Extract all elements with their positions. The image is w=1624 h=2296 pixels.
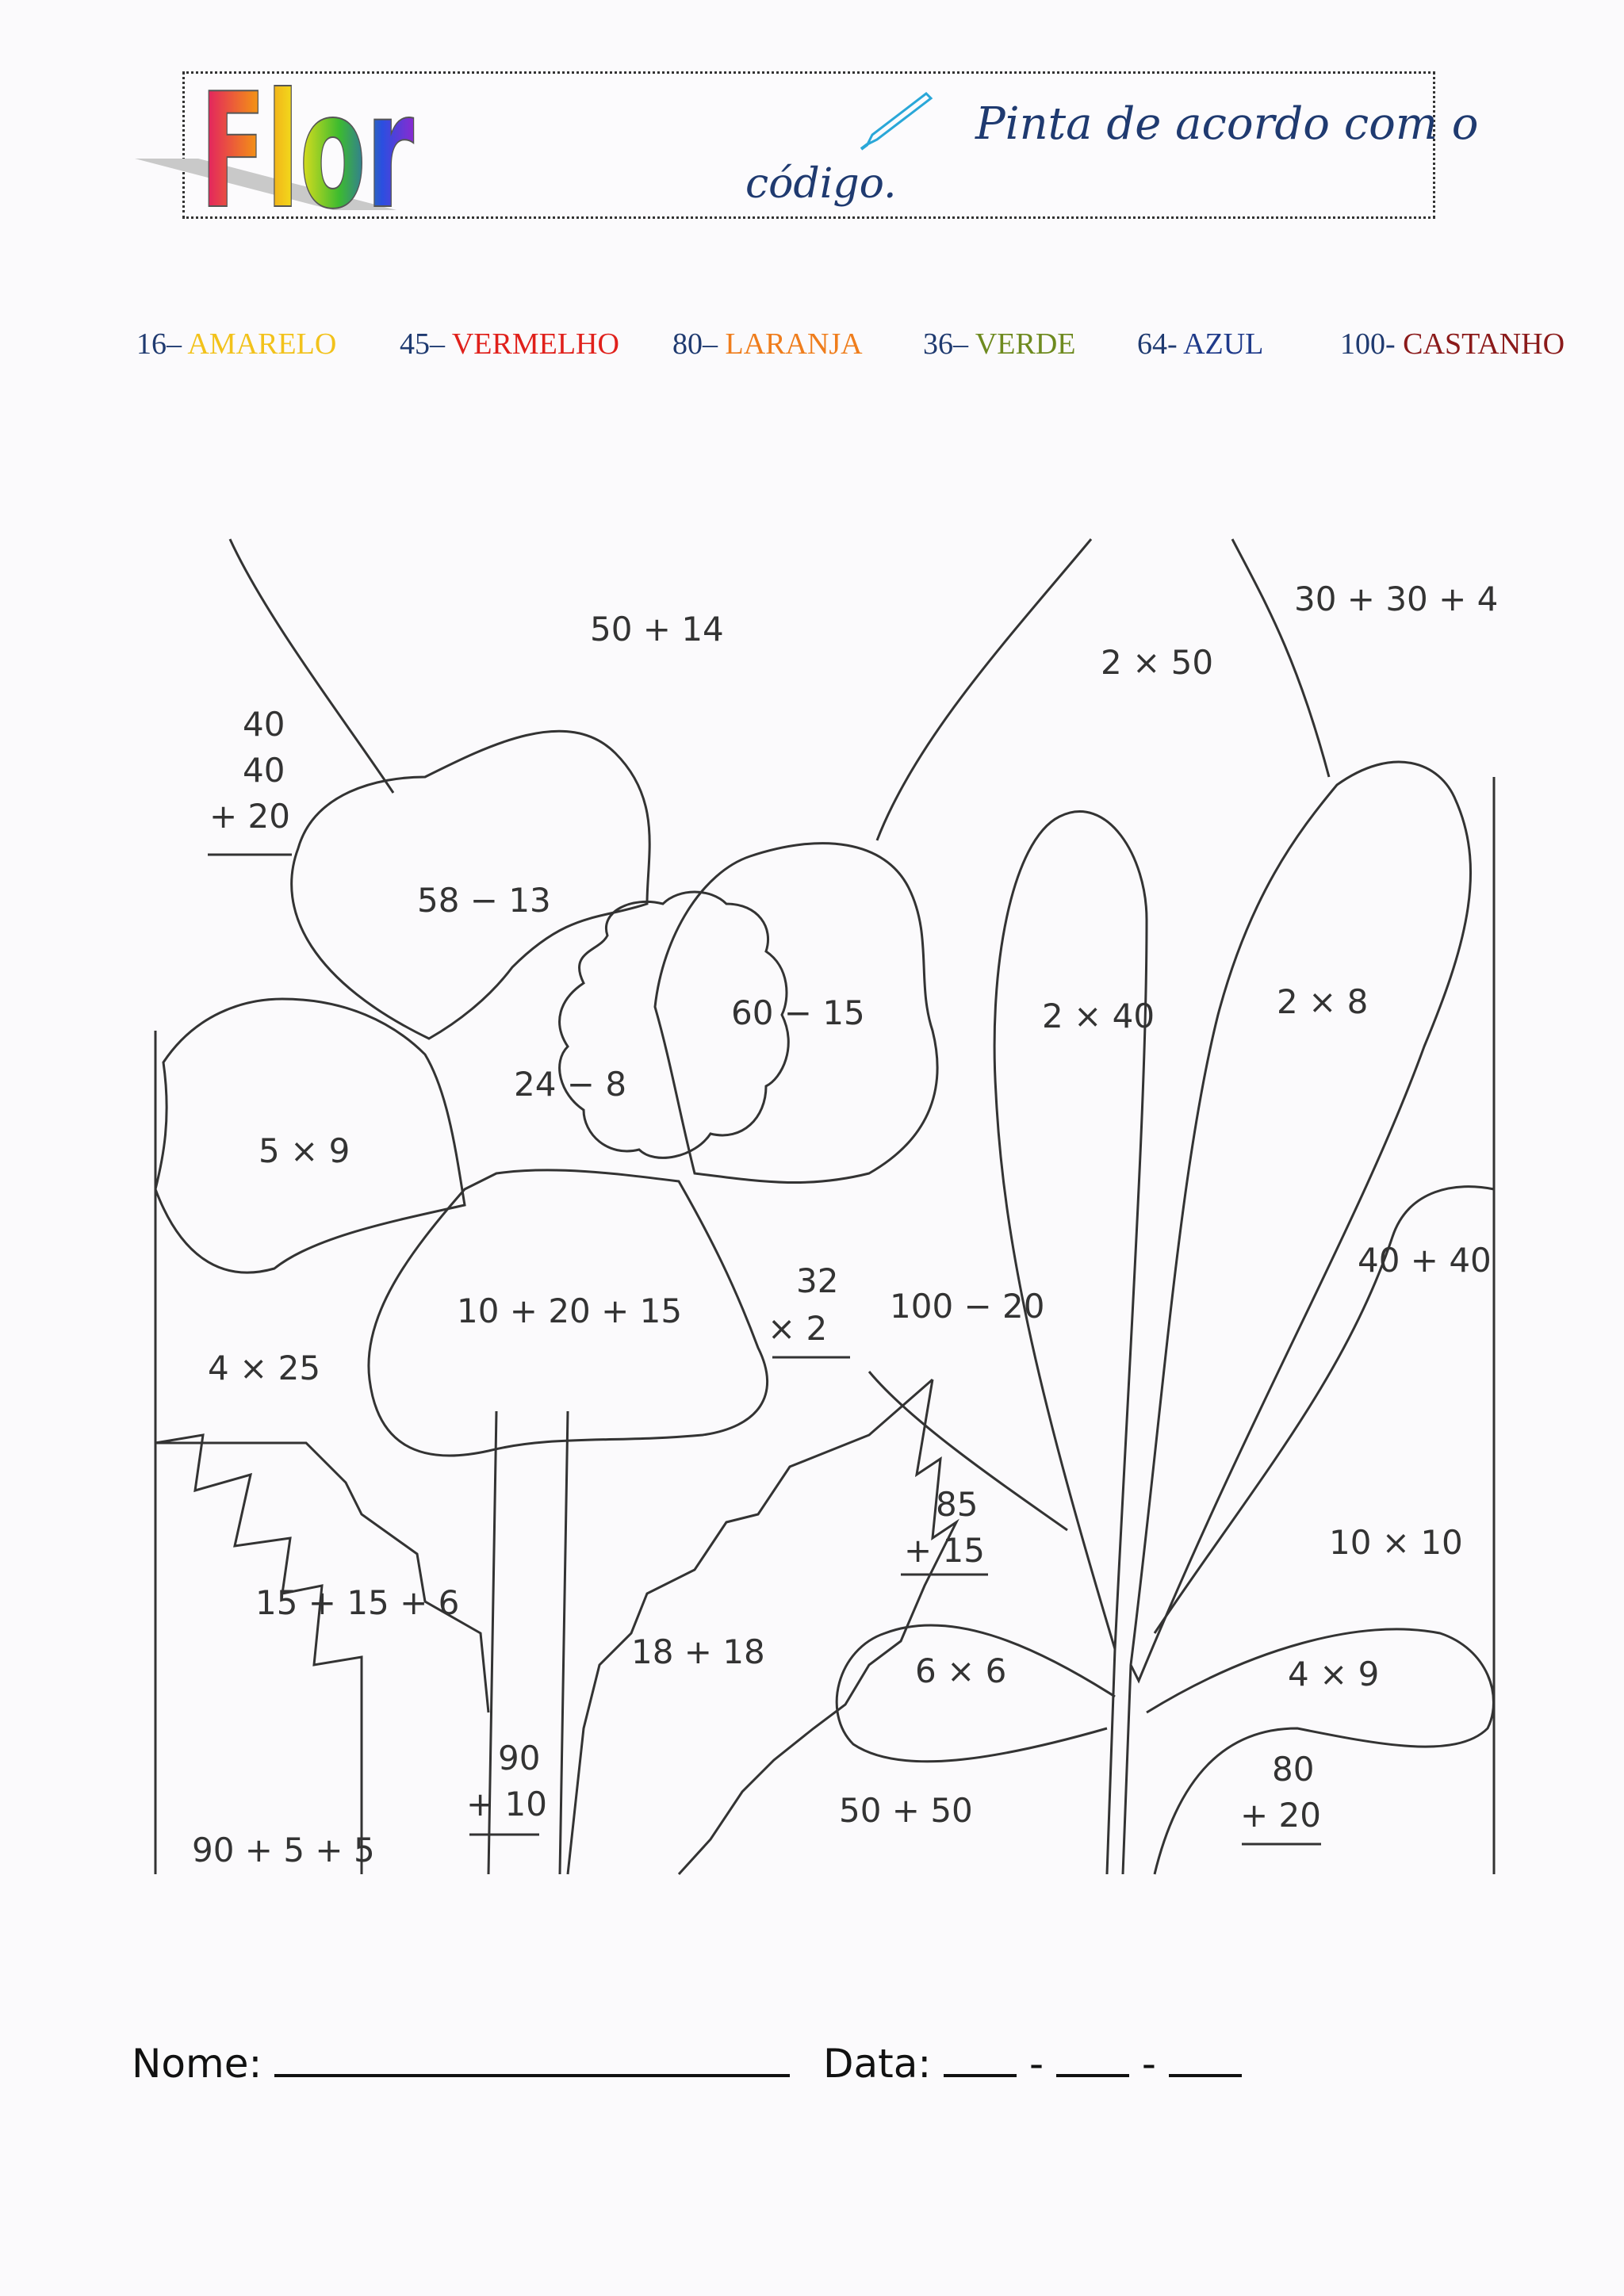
sky-line bbox=[877, 539, 1091, 840]
region-label: + 20 bbox=[1240, 1796, 1321, 1835]
date-field[interactable] bbox=[823, 2039, 1242, 2087]
legend-item: 100- CASTANHO bbox=[1340, 327, 1565, 361]
leaf-left bbox=[155, 1435, 488, 1874]
region-label: 15 + 15 + 6 bbox=[255, 1583, 460, 1622]
region-label: 6 × 6 bbox=[915, 1651, 1007, 1690]
region-label: 90 + 5 + 5 bbox=[192, 1831, 375, 1869]
region-label: × 2 bbox=[768, 1309, 828, 1348]
region-label: 30 + 30 + 4 bbox=[1294, 580, 1499, 618]
region-label: 40 + 40 bbox=[1358, 1241, 1492, 1280]
region-label: + 20 bbox=[209, 797, 290, 836]
date-separator: - bbox=[1029, 2041, 1044, 2087]
region-labels bbox=[192, 580, 1498, 1869]
region-label: 24 − 8 bbox=[514, 1065, 627, 1104]
instruction-text-cont: código. bbox=[745, 160, 897, 208]
region-label: 2 × 40 bbox=[1042, 997, 1155, 1035]
flower-coloring-drawing bbox=[155, 539, 1499, 1874]
date-label: Data: bbox=[823, 2041, 932, 2087]
region-label: 2 × 50 bbox=[1101, 643, 1214, 682]
region-label: 10 + 20 + 15 bbox=[457, 1292, 683, 1330]
region-label: 18 + 18 bbox=[631, 1632, 765, 1671]
legend-item: 80– LARANJA bbox=[672, 327, 863, 361]
name-blank[interactable] bbox=[274, 2039, 790, 2077]
legend-item: 16– AMARELO bbox=[136, 327, 337, 361]
region-label: 10 × 10 bbox=[1329, 1523, 1463, 1562]
region-label: 4 × 25 bbox=[208, 1349, 321, 1387]
region-label: + 10 bbox=[466, 1785, 547, 1823]
pen-icon bbox=[856, 87, 936, 151]
region-label: 40 bbox=[243, 705, 285, 744]
region-label: 90 bbox=[498, 1739, 541, 1777]
date-year-blank[interactable] bbox=[1169, 2039, 1242, 2077]
region-label: 58 − 13 bbox=[417, 881, 551, 920]
region-label: 4 × 9 bbox=[1288, 1655, 1380, 1693]
svg-text:Flor: Flor bbox=[200, 59, 415, 244]
region-label: 5 × 9 bbox=[259, 1131, 350, 1170]
flor-logo bbox=[135, 59, 436, 244]
date-day-blank[interactable] bbox=[944, 2039, 1017, 2077]
instruction-text: Pinta de acordo com o bbox=[975, 98, 1479, 150]
legend-item: 64- AZUL bbox=[1137, 327, 1264, 361]
region-label: 40 bbox=[243, 751, 285, 790]
date-month-blank[interactable] bbox=[1056, 2039, 1129, 2077]
legend-item: 45– VERMELHO bbox=[400, 327, 619, 361]
region-label: 32 bbox=[796, 1261, 839, 1300]
region-label: 2 × 8 bbox=[1277, 982, 1369, 1021]
name-label: Nome: bbox=[132, 2041, 262, 2087]
name-field[interactable] bbox=[132, 2039, 790, 2087]
leaf-bottom bbox=[837, 1625, 1115, 1762]
date-separator: - bbox=[1141, 2041, 1156, 2087]
region-label: + 15 bbox=[904, 1531, 985, 1570]
region-label: 80 bbox=[1272, 1750, 1315, 1789]
legend-item: 36– VERDE bbox=[923, 327, 1076, 361]
region-label: 100 − 20 bbox=[890, 1287, 1045, 1326]
leaf-tall bbox=[994, 812, 1147, 1649]
leaf-stems bbox=[1107, 1649, 1131, 1874]
region-label: 60 − 15 bbox=[731, 993, 865, 1032]
region-label: 50 + 50 bbox=[839, 1791, 973, 1830]
region-label: 50 + 14 bbox=[590, 610, 724, 649]
sky-line bbox=[1232, 539, 1329, 777]
region-label: 85 bbox=[936, 1485, 979, 1524]
